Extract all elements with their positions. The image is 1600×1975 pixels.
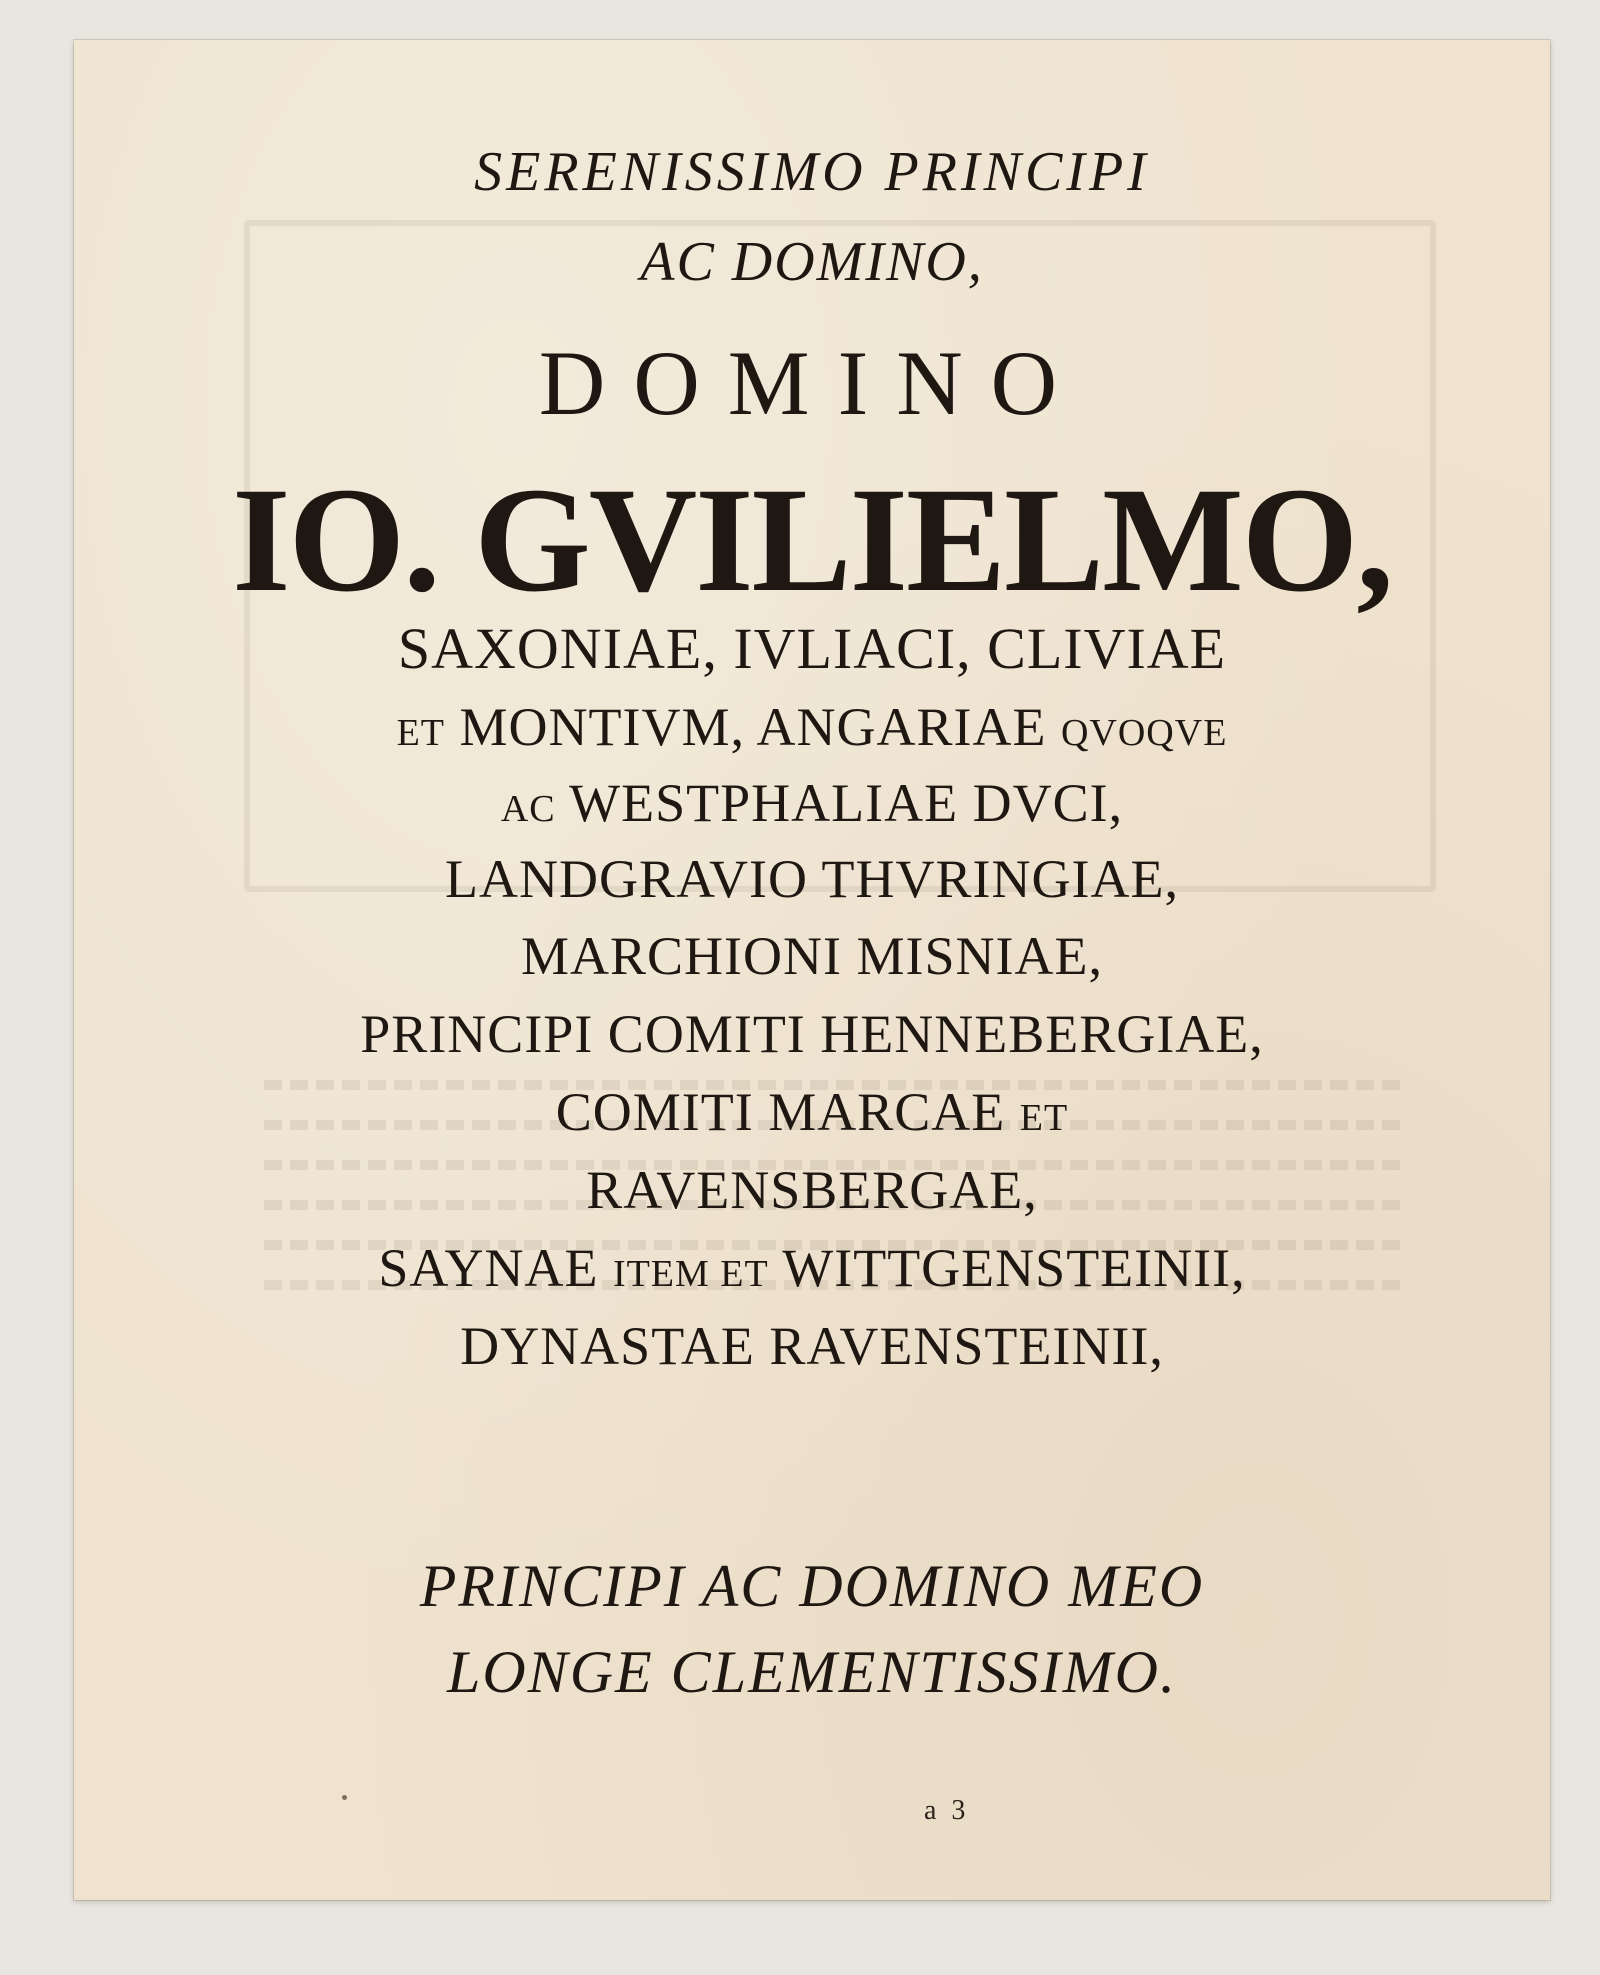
title-line-7-main: COMITI MARCAE bbox=[555, 1082, 1020, 1142]
signature-mark: a 3 bbox=[924, 1795, 970, 1826]
domino-heading: DOMINO bbox=[538, 332, 1086, 434]
title-line-6: PRINCIPI COMITI HENNEBERGIAE, bbox=[360, 1004, 1264, 1064]
heading-line-2: AC DOMINO, bbox=[640, 231, 984, 293]
title-line-3 bbox=[74, 772, 1550, 834]
title-line-9-c: WITTGENSTEINII, bbox=[768, 1238, 1246, 1298]
closing-line-2: LONGE CLEMENTISSIMO. bbox=[446, 1639, 1178, 1705]
title-line-4: LANDGRAVIO THVRINGIAE, bbox=[445, 849, 1179, 909]
title-line-3-prefix: AC bbox=[500, 788, 556, 830]
title-line-7-suffix: ET bbox=[1019, 1097, 1069, 1139]
title-line-2-main: MONTIVM, ANGARIAE bbox=[445, 697, 1061, 757]
title-line-1: SAXONIAE, IVLIACI, CLIVIAE bbox=[397, 616, 1227, 681]
title-line-9 bbox=[74, 1237, 1550, 1299]
title-line-10: DYNASTAE RAVENSTEINII, bbox=[460, 1316, 1164, 1376]
heading-line-1: SERENISSIMO PRINCIPI bbox=[474, 141, 1150, 203]
title-line-7 bbox=[74, 1081, 1550, 1143]
title-line-5: MARCHIONI MISNIAE, bbox=[521, 926, 1103, 986]
title-line-3-main: WESTPHALIAE DVCI, bbox=[555, 773, 1124, 833]
ink-speck bbox=[342, 1795, 347, 1800]
title-line-2-prefix: ET bbox=[396, 712, 445, 754]
closing-line-1: PRINCIPI AC DOMINO MEO bbox=[419, 1553, 1205, 1619]
document-page bbox=[74, 40, 1550, 1900]
recipient-name: IO. GVILIELMO, bbox=[232, 457, 1392, 623]
title-line-9-a: SAYNAE bbox=[378, 1238, 613, 1298]
title-line-8: RAVENSBERGAE, bbox=[586, 1160, 1038, 1220]
title-line-9-b: ITEM ET bbox=[612, 1253, 769, 1295]
title-line-2 bbox=[74, 696, 1550, 758]
title-line-2-suffix: QVOQVE bbox=[1060, 712, 1228, 754]
